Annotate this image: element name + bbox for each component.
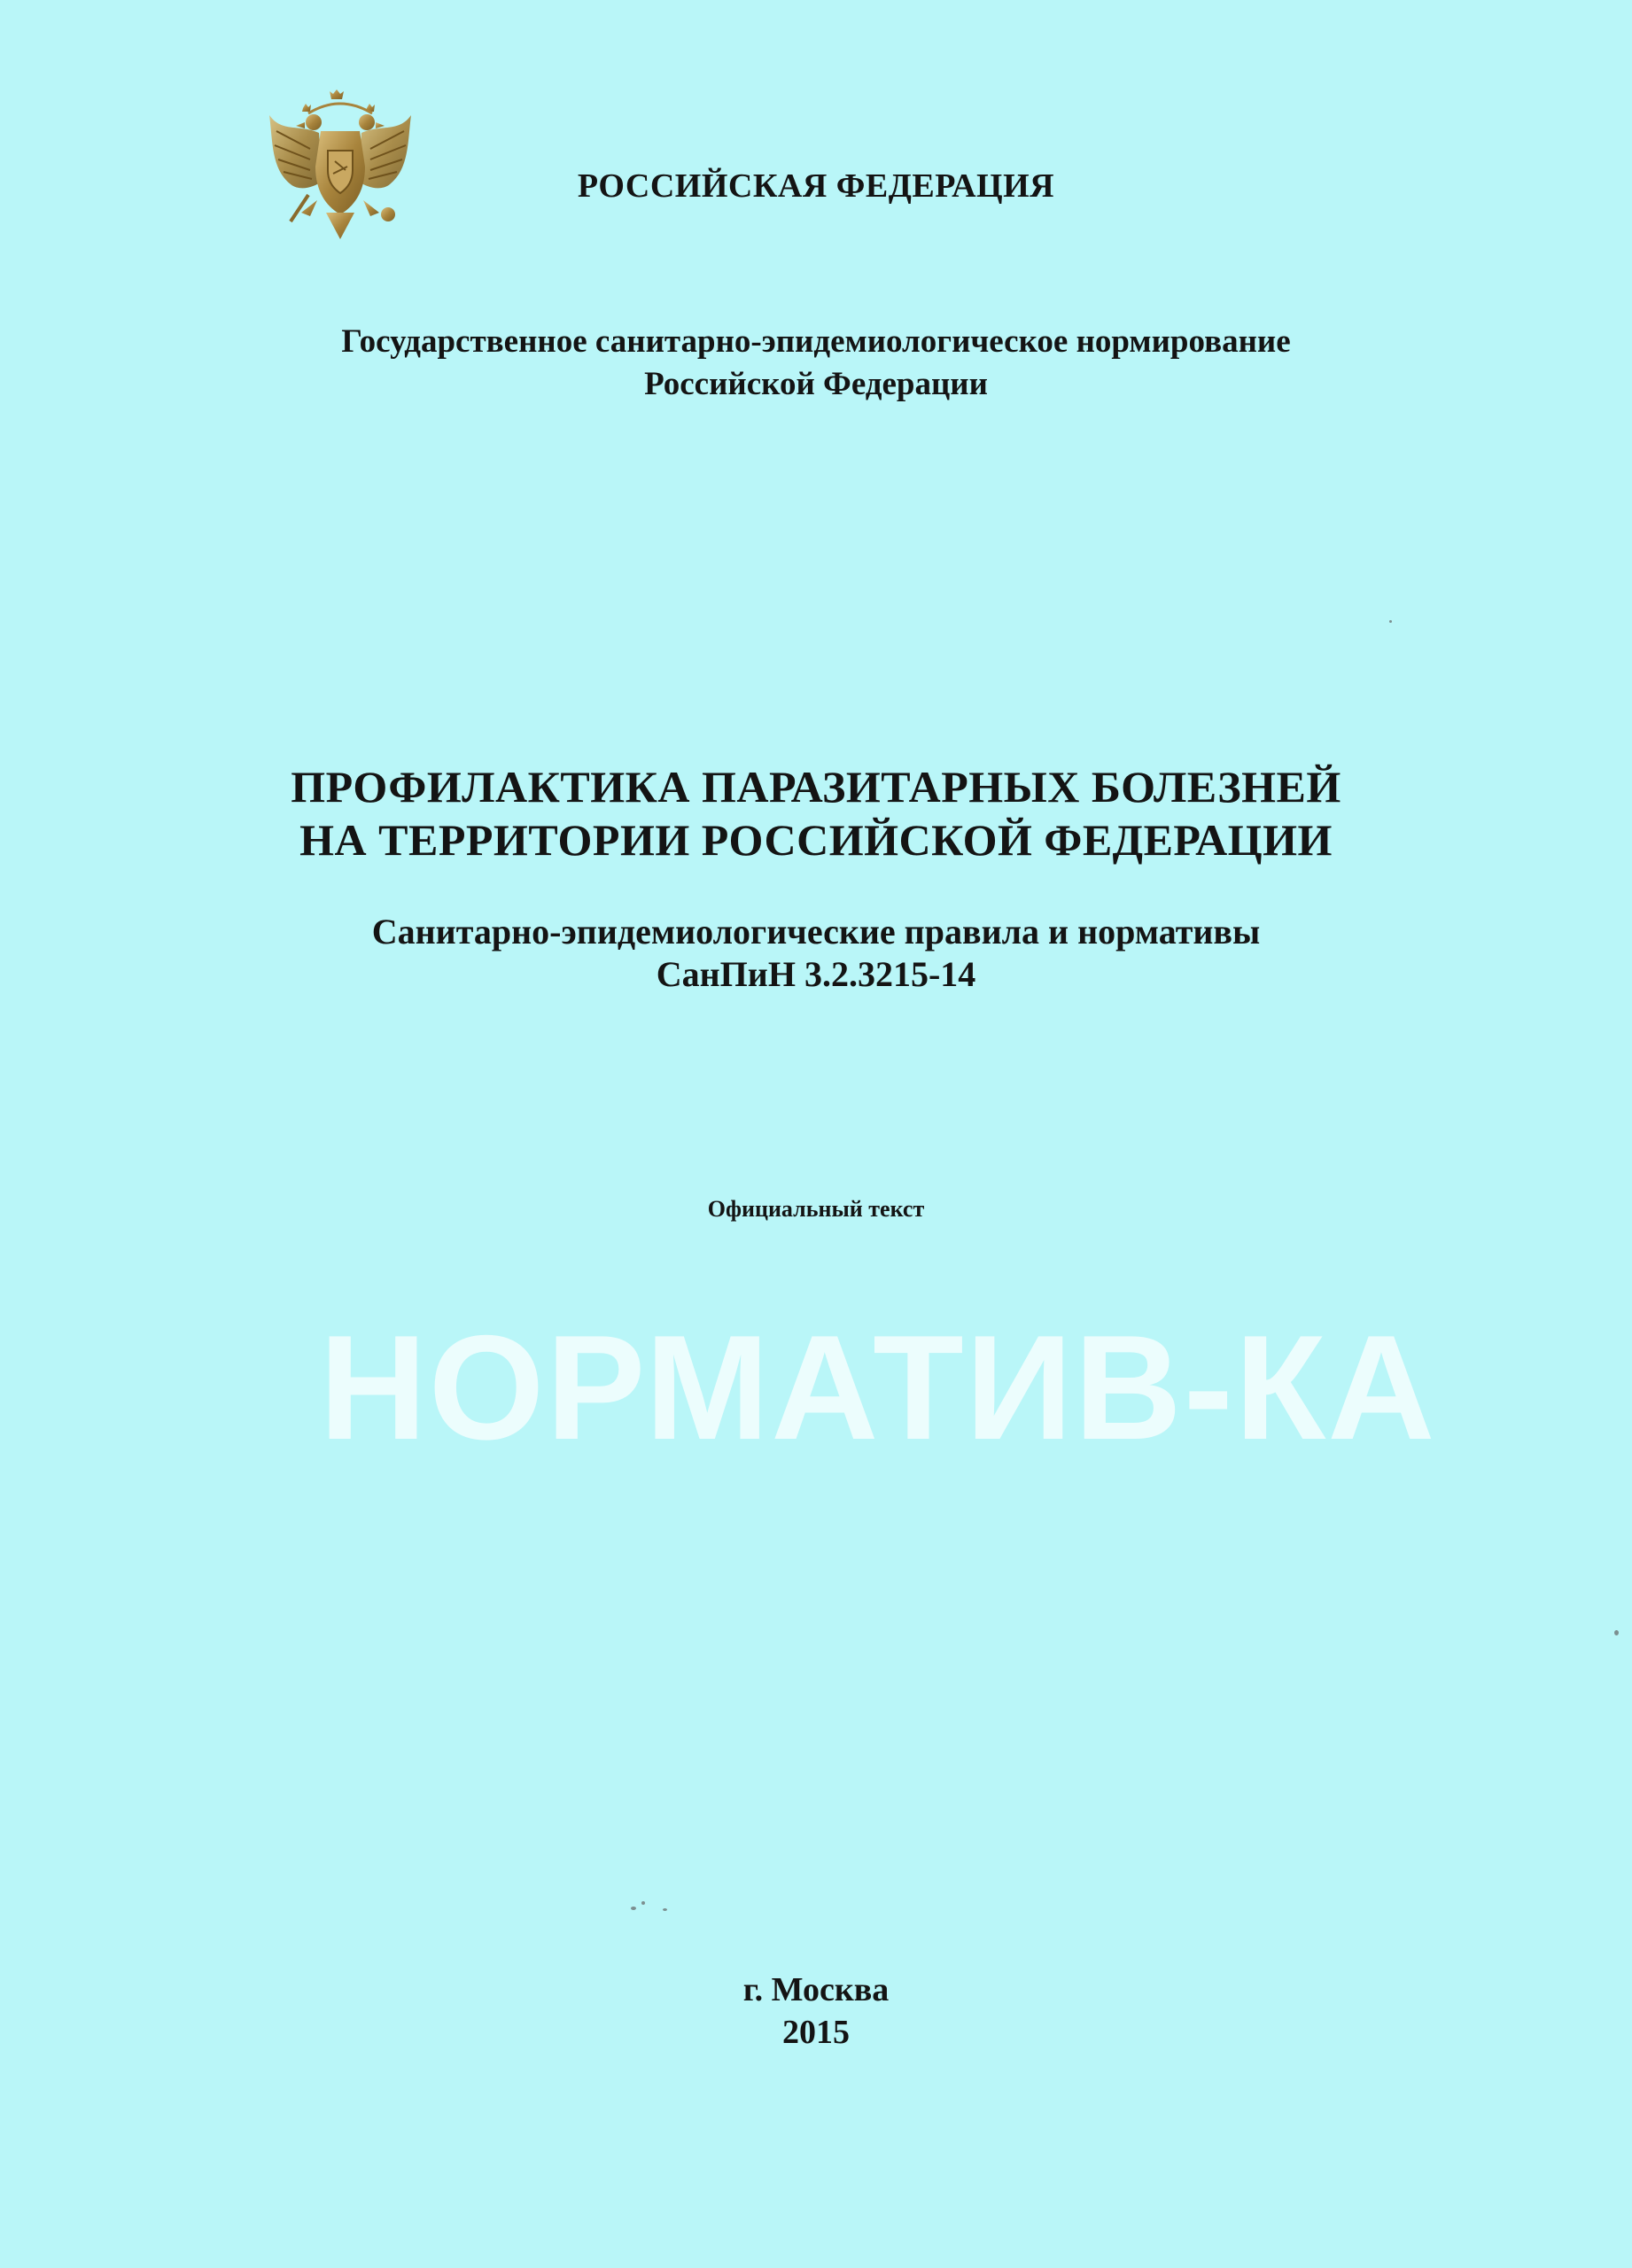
authority-line-1: Государственное санитарно-эпидемиологическое нормирование — [341, 323, 1291, 360]
publication-year: 2015 — [782, 2014, 850, 2051]
document-code: СанПиН 3.2.3215-14 — [656, 954, 976, 994]
document-subtitle — [0, 911, 1632, 996]
document-title — [0, 760, 1632, 866]
document-subtitle-line-1: Санитарно-эпидемиологические правила и нормативы — [371, 912, 1261, 951]
authority-line-2: Российской Федерации — [644, 366, 988, 402]
document-title-line-1: ПРОФИЛАКТИКА ПАРАЗИТАРНЫХ БОЛЕЗНЕЙ — [291, 762, 1341, 812]
authority-heading — [0, 321, 1632, 406]
document-title-line-2: НА ТЕРРИТОРИИ РОССИЙСКОЙ ФЕДЕРАЦИИ — [299, 815, 1333, 865]
scan-speck — [1614, 1630, 1619, 1635]
country-heading: РОССИЙСКАЯ ФЕДЕРАЦИЯ — [577, 167, 1055, 205]
scan-speck — [1389, 620, 1392, 623]
scan-speck — [641, 1901, 645, 1905]
watermark: НОРМАТИВ-КА — [319, 1304, 1437, 1471]
publication-place-year — [0, 1969, 1632, 2054]
scan-speck — [663, 1908, 667, 1911]
scan-speck — [631, 1907, 636, 1910]
official-text-label: Официальный текст — [707, 1196, 925, 1222]
publication-city: г. Москва — [742, 1971, 890, 2008]
